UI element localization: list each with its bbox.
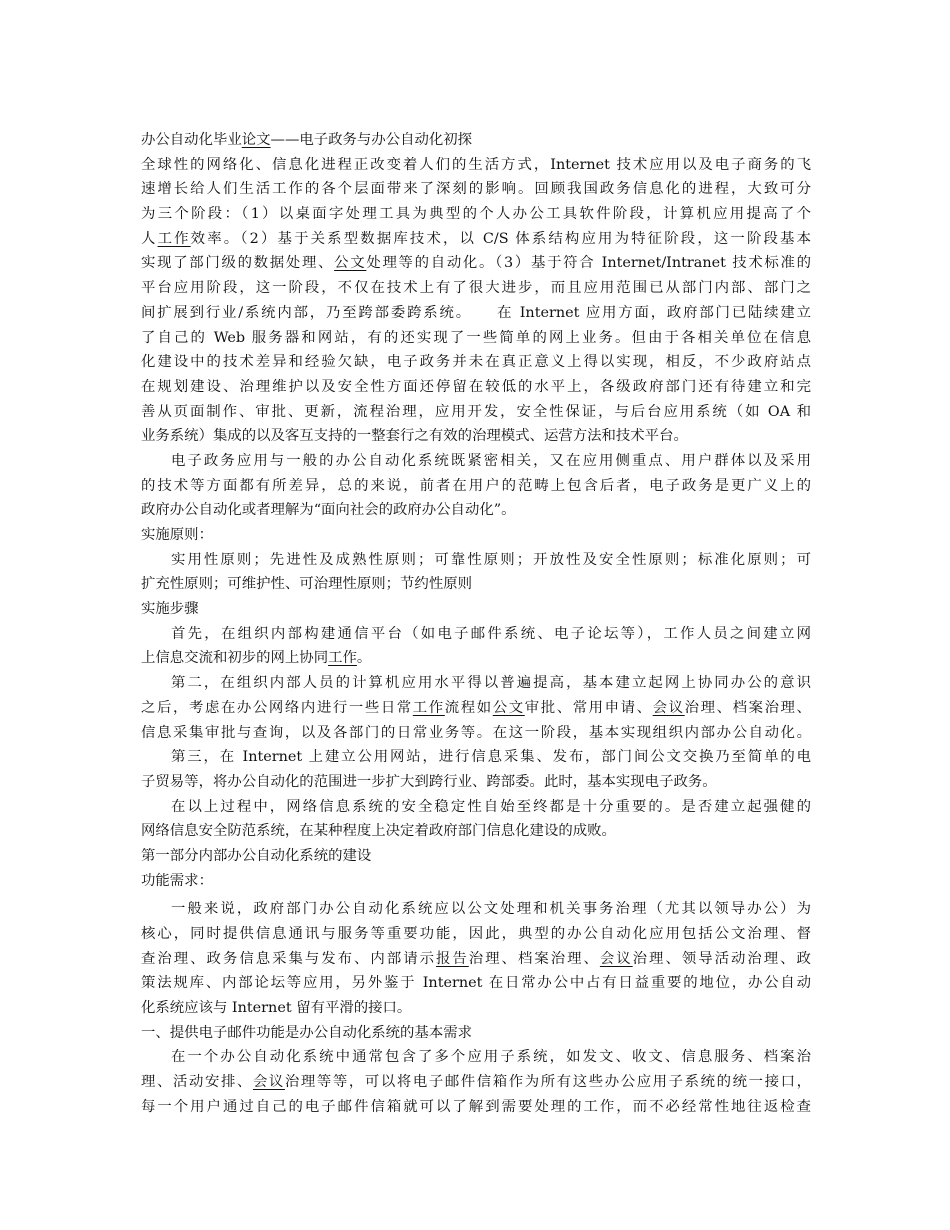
text-line (141, 646, 811, 671)
text-line (141, 795, 811, 820)
text-segment: 流程如 (444, 699, 493, 716)
text-segment: 政府办公自动化或者理解为“面向社会的政府办公自动化”。 (141, 502, 516, 519)
underlined-link-text[interactable]: 会议 (252, 1074, 285, 1091)
text-line (141, 671, 811, 696)
text-segment: 扩充性原则；可维护性、可治理性原则；节约性原则 (141, 576, 472, 593)
text-segment: 为三个阶段：（1）以桌面字处理工具为典型的个人办公工具软件阶段，计算机应用提高了个 (141, 206, 811, 223)
text-line (141, 1021, 811, 1046)
text-line (141, 301, 811, 326)
text-segment: 在一个办公自动化系统中通常包含了多个应用子系统，如发文、收文、信息服务、档案治 (171, 1049, 811, 1066)
text-segment: 实施原则： (141, 527, 213, 543)
text-line (141, 251, 811, 276)
text-segment: 审批、常用申请、 (524, 699, 653, 716)
text-line (141, 227, 811, 252)
text-segment: 首先，在组织内部构建通信平台（如电子邮件系统、电子论坛等），工作人员之间建立网 (171, 625, 811, 642)
text-segment: 一般来说，政府部门办公自动化系统应以公文处理和机关事务治理（尤其以领导办公）为 (171, 901, 811, 918)
underlined-link-text[interactable]: 论文 (241, 132, 271, 148)
text-line (141, 869, 811, 894)
text-segment: ——电子政务与办公自动化初探 (270, 132, 473, 148)
text-segment: 平台应用阶段，这一阶段，不仅在技术上有了很大进步，而且应用范围已从部门内部、部门之 (141, 280, 811, 297)
text-segment: 化系统应该与 Internet 留有平滑的接口。 (141, 1000, 412, 1017)
text-segment: 策法规库、内部论坛等应用，另外鉴于 Internet 在日常办公中占有日益重要的地位，办公自动 (141, 975, 811, 992)
underlined-link-text[interactable]: 公文 (334, 255, 367, 272)
text-line (141, 770, 811, 795)
text-line (141, 597, 811, 622)
text-segment: 办公自动化毕业 (141, 132, 242, 148)
text-segment: 之后，考虑在办公网络内进行一些日常 (141, 699, 413, 716)
text-line (141, 276, 811, 301)
text-segment: 化建设中的技术差异和经验欠缺，电子政务并未在真正意义上得以实现，相反，不少政府站点 (141, 354, 811, 371)
text-line (141, 350, 811, 375)
text-segment: 在以上过程中，网络信息系统的安全稳定性自始至终都是十分重要的。是否建立起强健的 (171, 798, 811, 815)
text-line (141, 449, 811, 474)
text-line (141, 696, 811, 721)
text-segment: 速增长给人们生活工作的各个层面带来了深刻的影响。回顾我国政务信息化的进程，大致可分 (141, 181, 811, 198)
text-line (141, 947, 811, 972)
underlined-link-text[interactable]: 公文 (492, 699, 525, 716)
text-segment: 治理、档案治理、 (684, 699, 811, 716)
text-line (141, 548, 811, 573)
text-segment: 电子政务应用与一般的办公自动化系统既紧密相关，又在应用侧重点、用户群体以及采用 (171, 452, 811, 469)
text-segment: 效率。（2）基于关系型数据库技术，以 C/S 体系结构应用为特征阶段，这一阶段基本 (190, 230, 811, 247)
text-segment: 在规划建设、治理维护以及安全性方面还停留在较低的水平上，各级政府部门还有待建立和完 (141, 378, 811, 395)
text-segment: 全球性的网络化、信息化进程正改变着人们的生活方式，Internet 技术应用以及电子商务的飞 (141, 156, 811, 173)
text-segment: 善从页面制作、审批、更新，流程治理，应用开发，安全性保证，与后台应用系统（如 OA 和 (141, 403, 811, 420)
text-segment: 实用性原则；先进性及成熟性原则；可靠性原则；开放性及安全性原则；标准化原则；可 (171, 551, 811, 568)
text-segment: 网络信息安全防范系统，在某种程度上决定着政府部门信息化建设的成败。 (141, 823, 616, 840)
underlined-link-text[interactable]: 工作 (328, 650, 357, 667)
text-line (141, 996, 811, 1021)
text-segment: 治理、档案治理、 (468, 950, 600, 967)
text-segment: 间扩展到行业/系统内部，乃至跨部委跨系统。 在 Internet 应用方面，政府部门已陆续建立 (141, 304, 811, 321)
text-line (141, 498, 811, 523)
text-segment: 第二，在组织内部人员的计算机应用水平得以普遍提高，基本建立起网上协同办公的意识 (171, 675, 811, 692)
text-line (141, 1095, 811, 1120)
underlined-link-text[interactable]: 工作 (157, 230, 191, 247)
text-segment: 治理、领导活动治理、政 (632, 950, 811, 967)
text-line (141, 572, 811, 597)
text-segment: 每一个用户通过自己的电子邮件信箱就可以了解到需要处理的工作，而不必经常性地往返检查 (141, 1098, 811, 1115)
text-segment: 治理等等，可以将电子邮件信箱作为所有这些办公应用子系统的统一接口， (284, 1074, 811, 1091)
document-page (141, 128, 811, 1120)
underlined-link-text[interactable]: 报告 (436, 950, 469, 967)
text-segment: 子贸易等，将办公自动化的范围进一步扩大到跨行业、跨部委。此时，基本实现电子政务。 (141, 773, 717, 790)
text-line (141, 202, 811, 227)
text-line (141, 1070, 811, 1095)
text-line (141, 844, 811, 869)
text-segment: 实现了部门级的数据处理、 (141, 255, 335, 272)
text-line (141, 622, 811, 647)
text-segment: 第三，在 Internet 上建立公用网站，进行信息采集、发布，部门间公文交换乃至简单的电 (171, 749, 811, 766)
text-segment: 信息采集审批与查询，以及各部门的日常业务等。在这一阶段，基本实现组织内部办公自动化。 (141, 724, 811, 741)
text-line (141, 177, 811, 202)
text-segment: 上信息交流和初步的网上协同 (141, 650, 329, 667)
text-line (141, 721, 811, 746)
underlined-link-text[interactable]: 会议 (599, 950, 633, 967)
underlined-link-text[interactable]: 会议 (652, 699, 685, 716)
text-segment: 的技术等方面都有所差异，总的来说，前者在用户的范畴上包含后者，电子政务是更广义上的 (141, 477, 811, 494)
text-line (141, 523, 811, 548)
text-segment: 业务系统）集成的以及客互支持的一整套行之有效的治理模式、运营方法和技术平台。 (141, 428, 688, 445)
underlined-link-text[interactable]: 工作 (412, 699, 445, 716)
text-line (141, 474, 811, 499)
text-line (141, 153, 811, 178)
text-line (141, 897, 811, 922)
text-segment: 查治理、政务信息采集与发布、内部请示 (141, 950, 436, 967)
text-line (141, 1045, 811, 1070)
text-segment: 处理等的自动化。（3）基于符合 Internet/Intranet 技术标准的 (366, 255, 811, 272)
text-line (141, 375, 811, 400)
text-line (141, 424, 811, 449)
text-segment: 。 (356, 650, 372, 667)
text-line (141, 326, 811, 351)
text-segment: 人 (141, 230, 158, 247)
text-segment: 理、活动安排、 (141, 1074, 253, 1091)
text-segment: 核心，同时提供信息通讯与服务等重要功能，因此，典型的办公自动化应用包括公文治理、督 (141, 926, 811, 942)
text-line (141, 819, 811, 844)
text-line (141, 971, 811, 996)
text-segment: 一、提供电子邮件功能是办公自动化系统的基本需求 (141, 1024, 472, 1041)
text-segment: 实施步骤 (141, 601, 199, 618)
text-line (141, 922, 811, 947)
text-segment: 第一部分内部办公自动化系统的建设 (141, 847, 372, 864)
text-line (141, 745, 811, 770)
text-segment: 功能需求： (141, 872, 213, 889)
text-line (141, 128, 811, 153)
text-segment: 了自己的 Web 服务器和网站，有的还实现了一些简单的网上业务。但由于各相关单位在信息 (141, 329, 811, 346)
text-line (141, 400, 811, 425)
